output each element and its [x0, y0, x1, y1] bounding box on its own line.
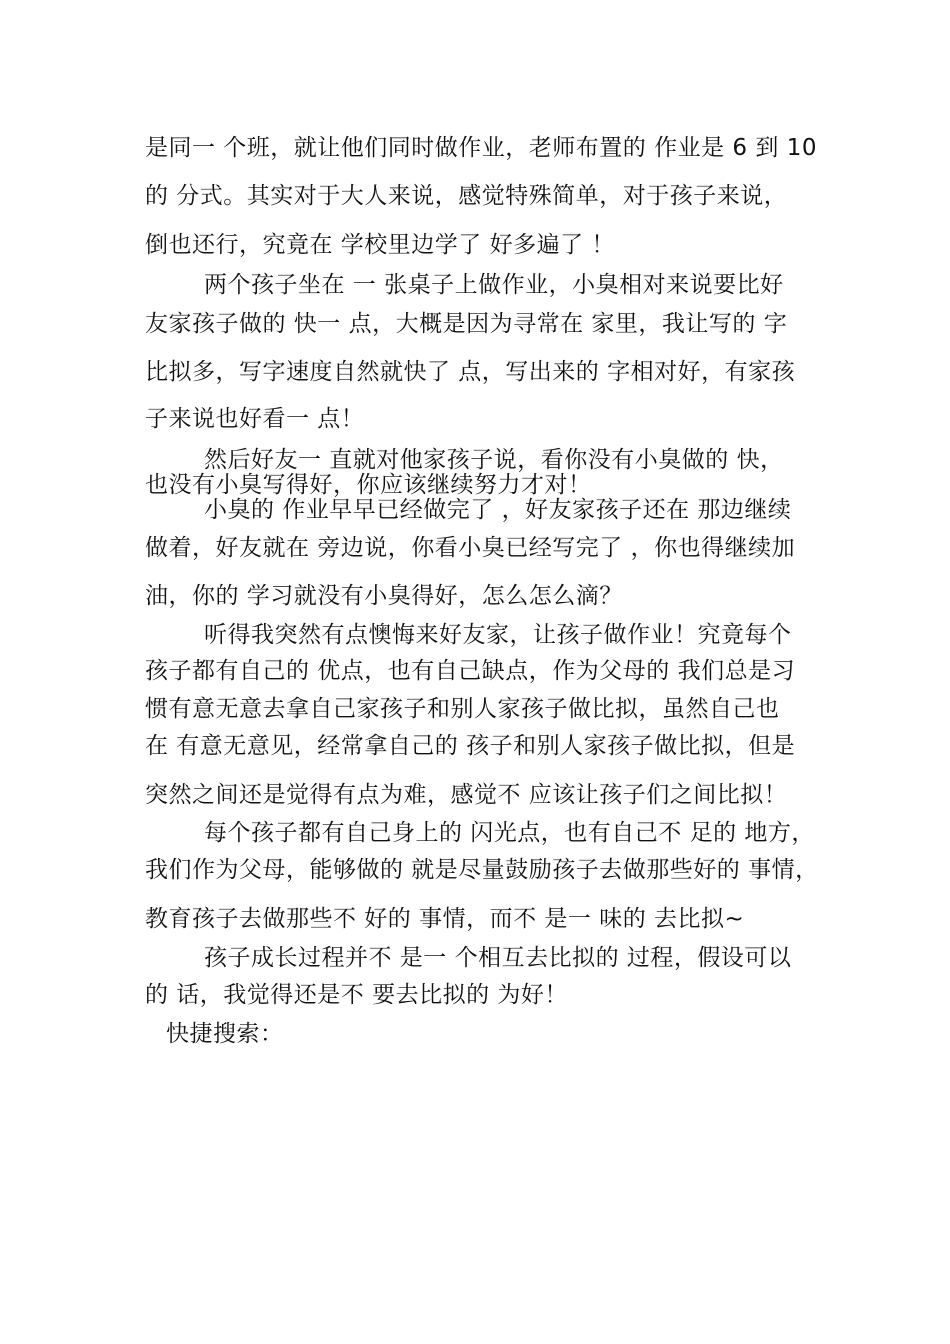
text-line: 的 分式。其实对于大人来说，感觉特殊简单，对于孩子来说， — [145, 183, 788, 209]
text-line: 子来说也好看一 点！ — [145, 406, 365, 432]
text-line: 每个孩子都有自己身上的 闪光点，也有自己不 足的 地方， — [204, 820, 815, 846]
text-line: 突然之间还是觉得有点为难，感觉不 应该让孩子们之间比拟！ — [145, 782, 788, 808]
text-line: 倒也还行，究竟在 学校里边学了 好多遍了 ！ — [145, 232, 615, 258]
text-line: 两个孩子坐在 一 张桌子上做作业，小臭相对来说要比好 — [204, 272, 784, 298]
text-line: 做着，好友就在 旁边说，你看小臭已经写完了 ，你也得继续加 — [145, 535, 796, 561]
text-line: 比拟多，写字速度自然就快了 点，写出来的 字相对好，有家孩 — [145, 359, 796, 385]
text-line: 油，你的 学习就没有小臭得好，怎么怎么滴？ — [145, 583, 623, 609]
text-line: 友家孩子做的 快一 点，大概是因为寻常在 家里，我让写的 字 — [145, 311, 788, 337]
text-line: 孩子都有自己的 优点，也有自己缺点，作为父母的 我们总是习 — [145, 658, 796, 684]
text-line: 是同一 个班，就让他们同时做作业，老师布置的 作业是 6 到 10 — [145, 135, 817, 161]
text-line: 也没有小臭写得好，你应该继续努力才对！ — [145, 472, 592, 498]
text-line: 惯有意无意去拿自己家孩子和别人家孩子做比拟，虽然自己也 — [145, 696, 780, 722]
text-line: 的 话，我觉得还是不 要去比拟的 为好！ — [145, 982, 568, 1008]
text-line: 小臭的 作业早早已经做完了 ，好友家孩子还在 那边继续 — [204, 497, 792, 523]
text-line: 在 有意无意见，经常拿自己的 孩子和别人家孩子做比拟，但是 — [145, 733, 796, 759]
quick-search-label: 快捷搜索： — [166, 1021, 284, 1047]
text-line: 孩子成长过程并不 是一 个相互去比拟的 过程，假设可以 — [204, 945, 792, 971]
text-line: 然后好友一 直就对他家孩子说，看你没有小臭做的 快， — [204, 447, 784, 473]
text-line: 听得我突然有点懊悔来好友家，让孩子做作业！究竟每个 — [204, 622, 792, 648]
text-line: 我们作为父母，能够做的 就是尽量鼓励孩子去做那些好的 事情， — [145, 857, 819, 883]
text-line: 教育孩子去做那些不 好的 事情，而不 是一 味的 去比拟~ — [145, 906, 745, 932]
